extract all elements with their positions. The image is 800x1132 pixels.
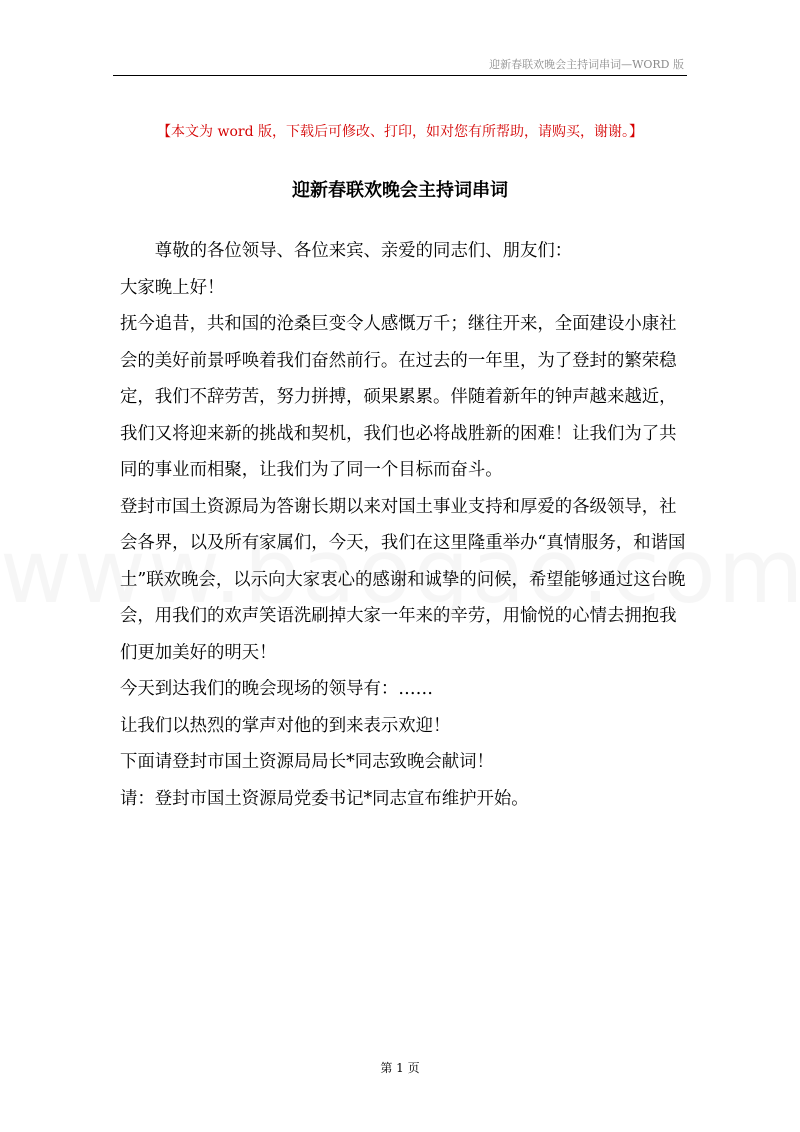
body-paragraph: 请：登封市国土资源局党委书记*同志宣布维护开始。 (120, 788, 529, 809)
body-paragraph: 今天到达我们的晚会现场的领导有：…… (120, 679, 434, 699)
body-paragraph: 让我们以热烈的掌声对他的到来表示欢迎！ (120, 715, 451, 736)
salutation-paragraph: 尊敬的各位领导、各位来宾、亲爱的同志们、朋友们： (154, 241, 573, 261)
document-body (120, 233, 690, 817)
purchase-notice: 【本文为 word 版，下载后可修改、打印，如对您有所帮助，请购买，谢谢。】 (157, 124, 643, 140)
body-paragraph: 登封市国土资源局为答谢长期以来对国土事业支持和厚爱的各级领导，社会各界，以及所有家属们，今天，我们在这里隆重举办“真情服务，和谐国土”联欢晚会，以示向大家衷心的感谢和诚挚的问候，希望能够通过这台晚会，用我们的欢声笑语洗刷掉大家一年来的辛劳，用愉悦的心情去拥抱我们更加美好的明天！ (120, 496, 686, 663)
page-number: 第 1 页 (380, 1061, 420, 1075)
document-title: 迎新春联欢晚会主持词串词 (292, 180, 508, 201)
header-doc-label: 迎新春联欢晚会主持词串词—WORD 版 (489, 58, 684, 71)
body-paragraph: 抚今追昔，共和国的沧桑巨变令人感慨万千；继往开来，全面建设小康社会的美好前景呼唤着我们奋然前行。在过去的一年里，为了登封的繁荣稳定，我们不辞劳苦，努力拼搏，硕果累累。伴随着新年的钟声越来越近，我们又将迎来新的挑战和契机，我们也必将战胜新的困难！让我们为了共同的事业而相聚，让我们为了同一个目标而奋斗。 (120, 314, 677, 480)
greeting-paragraph: 大家晚上好！ (120, 277, 225, 298)
body-paragraph: 下面请登封市国土资源局局长*同志致晚会献词！ (120, 752, 494, 772)
header-divider (113, 75, 687, 76)
